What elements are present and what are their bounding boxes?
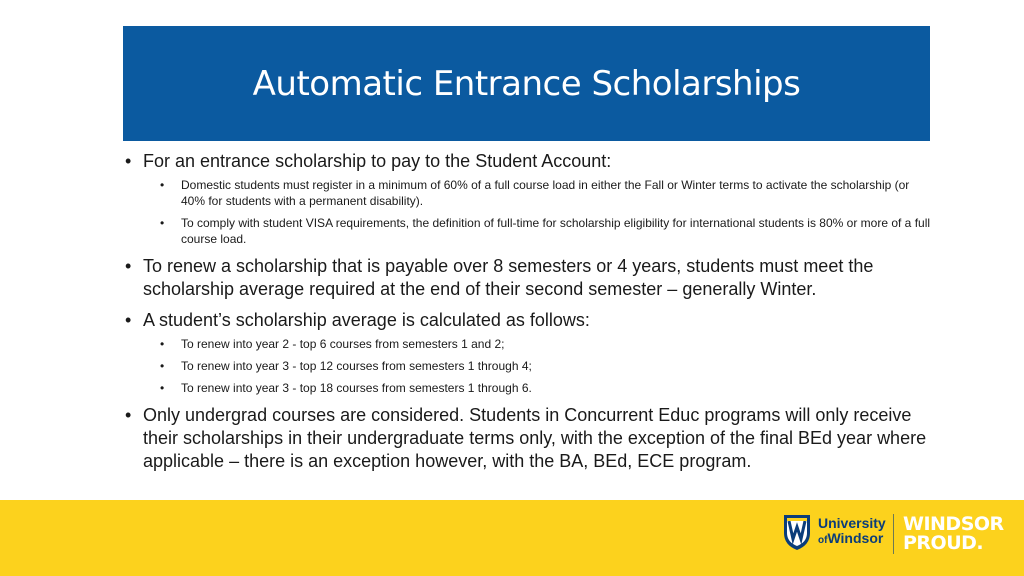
proud-line2: PROUD. — [903, 532, 984, 554]
sub-bullet-item: • To renew into year 3 - top 18 courses from semesters 1 through 6. — [143, 380, 935, 396]
sub-bullet-list — [143, 177, 935, 247]
university-logo — [782, 513, 886, 551]
bullet-text: To renew a scholarship that is payable over 8 semesters or 4 years, students must meet the scholarship average required at the end of their second semester – generally Winter. — [143, 256, 874, 299]
bullet-list — [123, 150, 935, 481]
sub-bullet-item: • To renew into year 3 - top 12 courses from semesters 1 through 4; — [143, 358, 935, 374]
bullet-item — [123, 150, 935, 247]
university-of: of — [818, 535, 828, 546]
university-line1: University — [818, 515, 886, 531]
sub-bullet-item: • To renew into year 2 - top 6 courses from semesters 1 and 2; — [143, 336, 935, 352]
bullet-text: A student’s scholarship average is calculated as follows: — [143, 310, 590, 330]
sub-bullet-list — [143, 336, 935, 396]
bullet-text: Only undergrad courses are considered. Students in Concurrent Educ programs will only receive their scholarships in their undergraduate terms only, with the exception of the final BEd year where applicable – there is an exception however, with the BA, BEd, ECE program. — [143, 405, 927, 471]
bullet-text: For an entrance scholarship to pay to the Student Account: — [143, 151, 612, 171]
bullet-item — [123, 309, 935, 396]
university-line2: Windsor — [827, 530, 884, 546]
sub-bullet-item: • Domestic students must register in a minimum of 60% of a full course load in either the Fall or Winter terms to activate the scholarship (or 40% for students with a permanent disability). — [143, 177, 935, 209]
logo-divider — [893, 514, 894, 554]
crest-icon — [782, 513, 812, 551]
windsor-proud-logo — [903, 515, 1004, 553]
sub-bullet-item: • To comply with student VISA requirements, the definition of full-time for scholarship eligibility for international students is 80% or more of a full course load. — [143, 215, 935, 247]
proud-line1: WINDSOR — [903, 513, 1004, 535]
bullet-item — [123, 404, 935, 473]
slide-title: Automatic Entrance Scholarships — [252, 63, 801, 104]
bullet-item — [123, 255, 935, 301]
title-banner — [123, 26, 930, 141]
